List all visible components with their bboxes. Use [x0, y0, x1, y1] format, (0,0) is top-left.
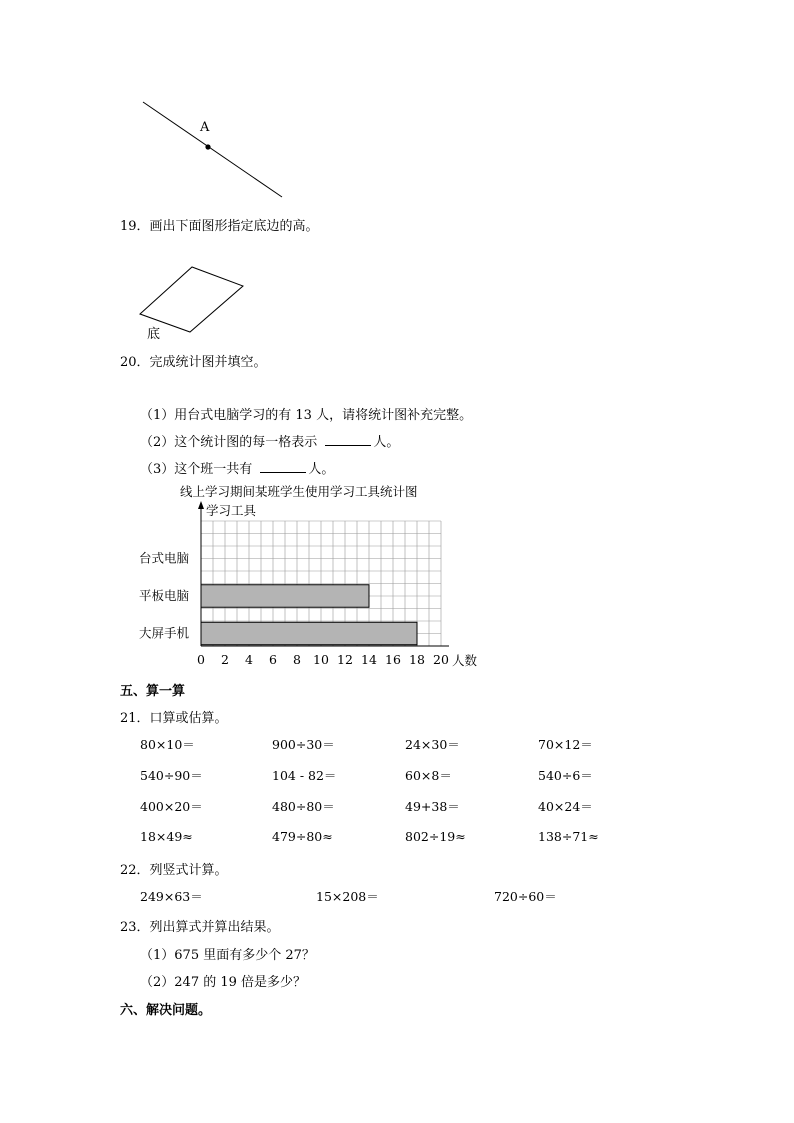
bar: [201, 585, 369, 608]
q22-text: 22．列竖式计算。: [120, 863, 228, 878]
q23-sub1: （1）675 里面有多少个 27？: [140, 948, 315, 963]
q20-sub2-blank[interactable]: [325, 433, 371, 446]
bar-chart: [130, 478, 500, 673]
q22-item: 15×208＝: [316, 889, 379, 904]
tick-label: 10: [313, 652, 329, 667]
bar: [201, 622, 417, 645]
calc-item: 104 - 82＝: [272, 768, 337, 783]
category-label: 平板电脑: [139, 588, 190, 603]
q20-text: 20．完成统计图并填空。: [120, 355, 267, 370]
chart-tick-labels: [197, 652, 449, 667]
q20-sub2-unit: 人。: [373, 435, 400, 450]
calc-item: 480÷80＝: [272, 799, 335, 814]
chart-category-labels: [139, 551, 190, 641]
category-label: 大屏手机: [139, 625, 190, 641]
tick-label: 4: [245, 652, 253, 667]
tick-label: 6: [269, 652, 277, 667]
chart-title: 线上学习期间某班学生使用学习工具统计图: [180, 484, 418, 499]
calc-item: 138÷71≈: [538, 829, 599, 844]
q19-text: 19．画出下面图形指定底边的高。: [120, 219, 319, 234]
tick-label: 0: [197, 652, 205, 667]
y-axis-arrow: [198, 501, 204, 509]
section5-title: 五、算一算: [120, 684, 186, 699]
q21-text: 21．口算或估算。: [120, 711, 228, 726]
calc-item: 24×30＝: [405, 737, 460, 752]
section6-title: 六、解决问题。: [120, 1003, 212, 1018]
tick-label: 12: [337, 652, 353, 667]
tick-label: 8: [293, 652, 301, 667]
point-a-label: A: [200, 120, 210, 135]
calc-item: 400×20＝: [140, 799, 203, 814]
q23-text: 23．列出算式并算出结果。: [120, 920, 280, 935]
point-a: [205, 144, 210, 149]
calc-item: 18×49≈: [140, 829, 193, 844]
calc-item: 60×8＝: [405, 768, 452, 783]
q22-item: 720÷60＝: [494, 889, 557, 904]
tick-label: 20: [433, 652, 449, 667]
parallelogram: [140, 267, 243, 332]
category-label: 台式电脑: [139, 550, 190, 566]
tick-label: 2: [221, 652, 229, 667]
calc-item: 40×24＝: [538, 799, 593, 814]
tick-label: 14: [361, 652, 377, 667]
calc-item: 80×10＝: [140, 737, 195, 752]
chart-xlabel: 人数: [452, 653, 478, 668]
q20-sub1: （1）用台式电脑学习的有 13 人，请将统计图补充完整。: [140, 408, 473, 423]
q22-item: 249×63＝: [140, 889, 203, 904]
tick-label: 18: [409, 652, 425, 667]
q20-sub3-blank[interactable]: [260, 460, 306, 473]
straight-line: [143, 102, 282, 197]
q20-sub2-text: （2）这个统计图的每一格表示: [140, 435, 318, 450]
calc-item: 70×12＝: [538, 737, 593, 752]
q20-sub3: [140, 458, 334, 477]
q20-sub2: [140, 431, 399, 450]
calc-item: 540÷6＝: [538, 768, 593, 783]
calc-item: 802÷19≈: [405, 829, 466, 844]
calc-item: 49+38＝: [405, 799, 460, 814]
chart-ylabel: 学习工具: [206, 503, 257, 518]
q23-sub2: （2）247 的 19 倍是多少？: [140, 975, 307, 990]
parallelogram-figure: [130, 258, 260, 348]
base-label: 底: [147, 327, 161, 342]
calc-item: 540÷90＝: [140, 768, 203, 783]
calc-item: 479÷80≈: [272, 829, 333, 844]
tick-label: 16: [385, 652, 401, 667]
q20-sub3-unit: 人。: [308, 462, 335, 477]
q20-sub3-text: （3）这个班一共有: [140, 462, 253, 477]
line-figure: [130, 95, 300, 205]
calc-item: 900÷30＝: [272, 737, 335, 752]
